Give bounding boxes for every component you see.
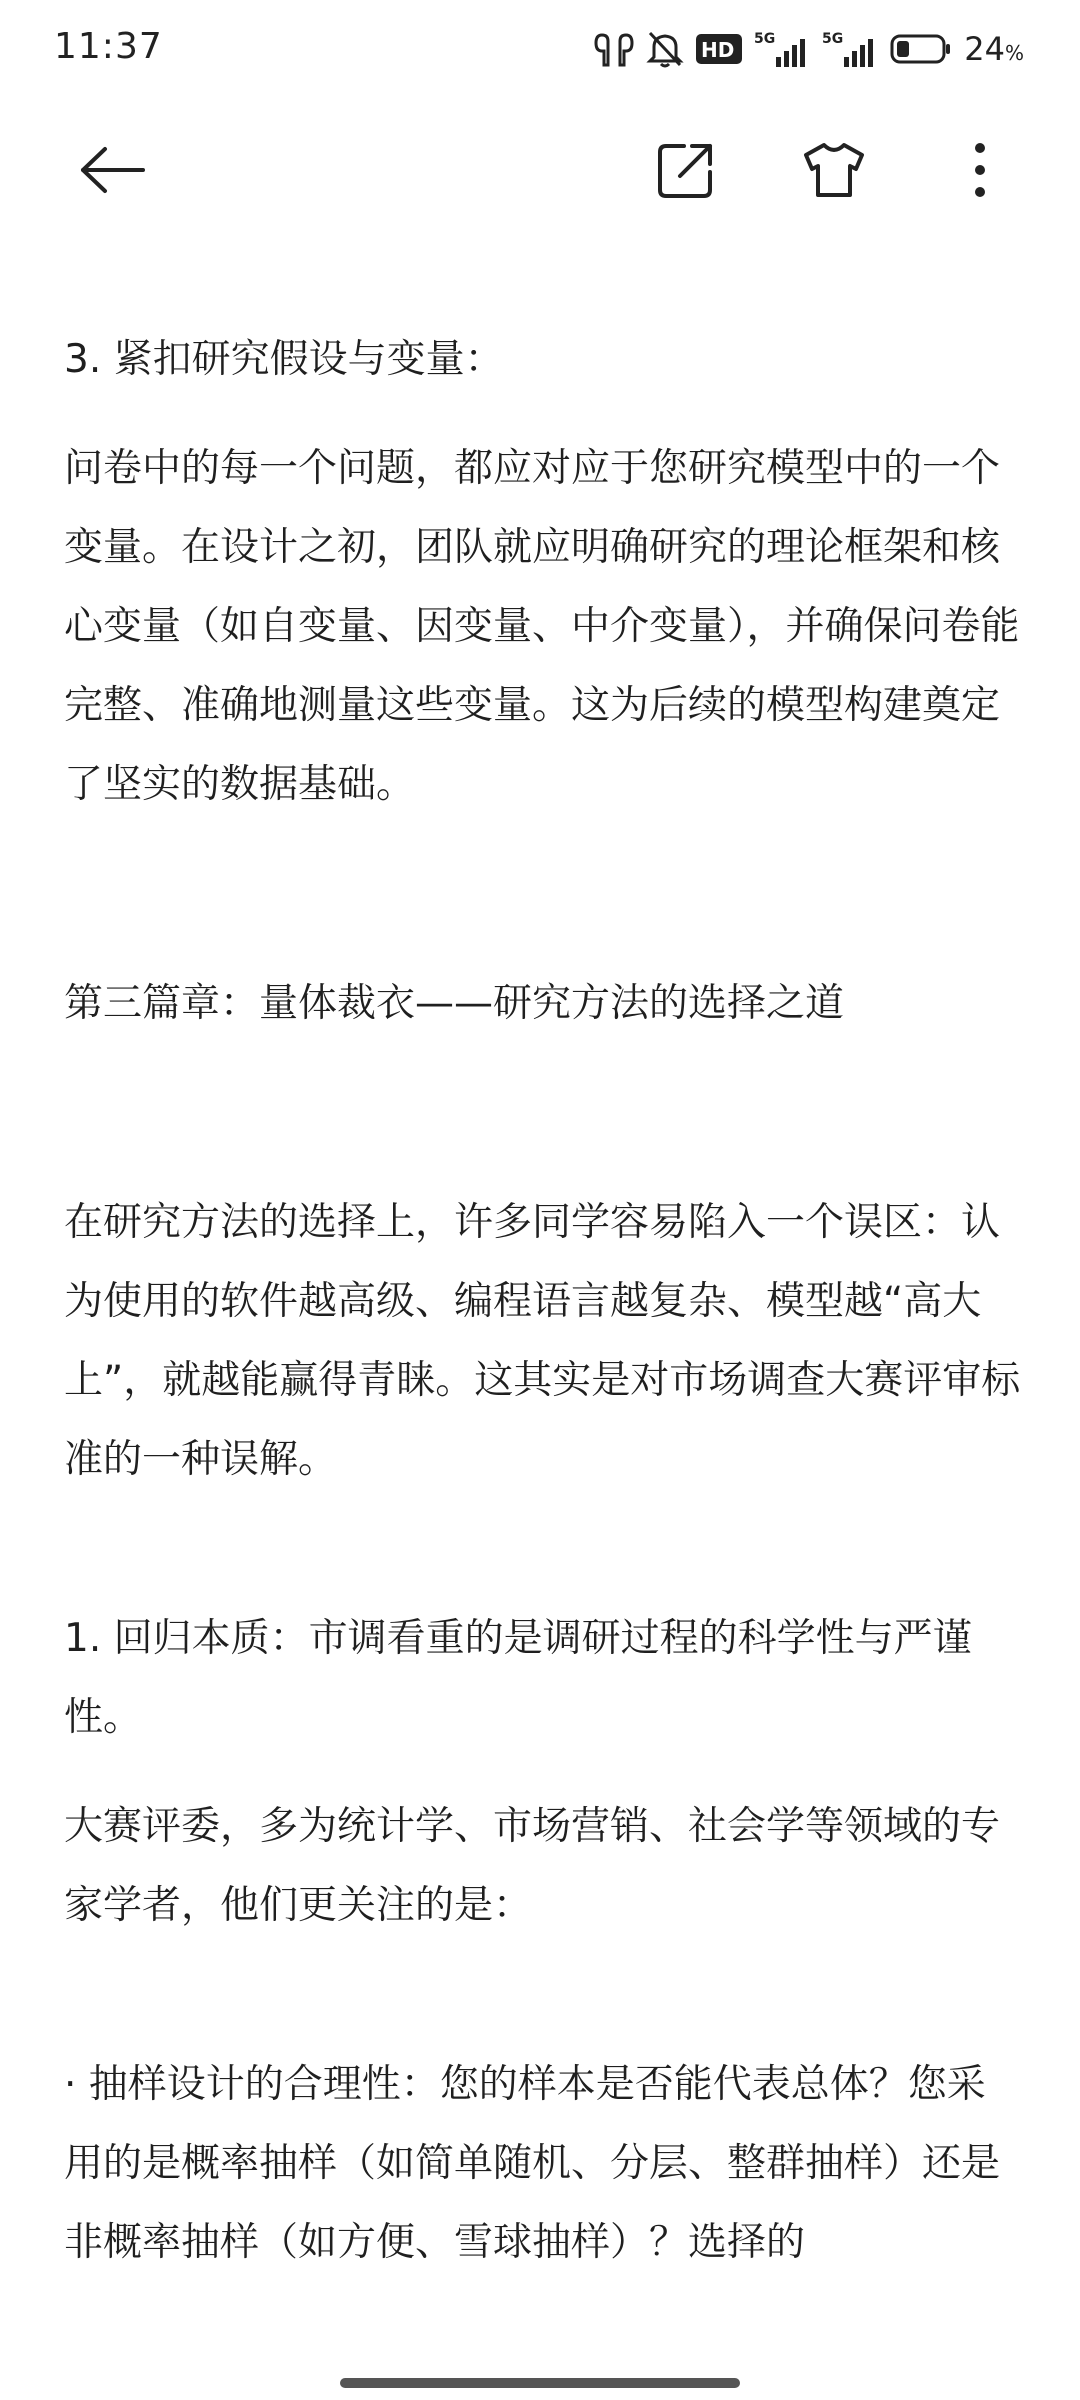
back-button[interactable] <box>72 130 152 210</box>
home-indicator[interactable] <box>340 2378 740 2388</box>
paragraph: 问卷中的每一个问题，都应对应于您研究模型中的一个变量。在设计之初，团队就应明确研究的理论框架和核心变量（如自变量、因变量、中介变量），并确保问卷能完整、准确地测量这些变量。这为后续的模型构建奠定了坚实的数据基础。 <box>64 446 1020 807</box>
battery-percent: 24% <box>964 30 1024 68</box>
status-time: 11:37 <box>54 26 163 67</box>
section-heading: 1. 回归本质：市调看重的是调研过程的科学性与严谨性。 <box>64 1616 972 1740</box>
more-vertical-icon <box>970 140 990 200</box>
section-heading: 3. 紧扣研究假设与变量： <box>64 337 504 382</box>
toolbar <box>0 110 1080 230</box>
earbuds-icon <box>594 29 634 69</box>
share-external-icon <box>656 140 716 200</box>
chapter-title: 第三篇章：量体裁衣——研究方法的选择之道 <box>64 981 845 1026</box>
share-button[interactable] <box>646 130 726 210</box>
paragraph: 在研究方法的选择上，许多同学容易陷入一个误区：认为使用的软件越高级、编程语言越复杂、模型越“高大上”，就越能赢得青睐。这其实是对市场调查大赛评审标准的一种误解。 <box>64 1200 1021 1482</box>
status-icons <box>594 26 1024 72</box>
hd-icon <box>696 32 742 66</box>
svg-text:HD: HD <box>701 38 735 62</box>
theme-button[interactable] <box>794 130 874 210</box>
battery-icon <box>890 32 952 66</box>
tshirt-icon <box>802 141 866 199</box>
paragraph: 大赛评委，多为统计学、市场营销、社会学等领域的专家学者，他们更关注的是： <box>64 1804 1001 1928</box>
bell-off-icon <box>646 29 684 69</box>
status-bar <box>0 0 1080 100</box>
article-content <box>64 320 1024 2282</box>
signal-5g-icon <box>822 29 878 69</box>
arrow-left-icon <box>77 145 147 195</box>
signal-5g-icon <box>754 29 810 69</box>
svg-text:5G: 5G <box>822 31 844 47</box>
more-options-button[interactable] <box>940 130 1020 210</box>
bullet-item: · 抽样设计的合理性：您的样本是否能代表总体？您采用的是概率抽样（如简单随机、分层、整群抽样）还是非概率抽样（如方便、雪球抽样）？选择的 <box>64 2062 1001 2265</box>
svg-text:5G: 5G <box>754 31 776 47</box>
